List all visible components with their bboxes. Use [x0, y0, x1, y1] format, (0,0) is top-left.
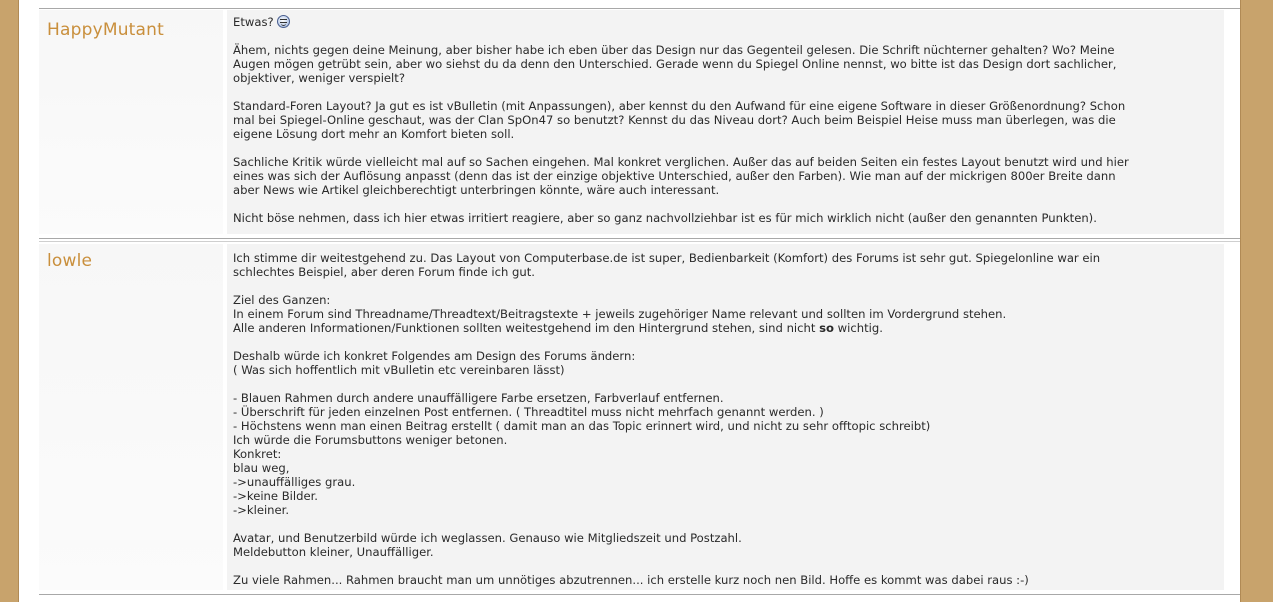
username-link[interactable]: HappyMutant: [47, 20, 165, 40]
post-message-column: [225, 10, 1224, 234]
post-bold-word: so: [819, 321, 834, 335]
forum-frame: [18, 0, 1241, 602]
post-divider: [39, 594, 1240, 595]
username-link[interactable]: lowle: [47, 251, 93, 271]
post-text: wichtig. Deshalb würde ich konkret Folgendes am Design des Forums ändern: ( Was sich hoffentlich mit vBulletin etc vereinbaren lässt) - Blauen Rahmen durch andere unauffälligere Farbe ersetzen, Farbverlauf entfernen. - Überschrift für jeden einzelnen Post entfernen. ( Threadtitel muss nicht mehrfach genannt werden. ) - Höchstens wenn man einen Beitrag erstellt ( damit man an das Topic erinnert wird, und nicht zu sehr offtopic schreibt) Ich würde die Forumsbuttons weniger betonen. Konkret: blau weg, ->unauffälliges grau. ->keine Bilder. ->kleiner. Avatar, und Benutzerbild würde ich weglassen. Genauso wie Mitgliedszeit und Postzahl. Meldebutton kleiner, Unauffälliger. Zu viele Rahmen... Rahmen braucht man um unnötiges abzutrennen... ich erstelle kurz noch nen Bild. Hoffe es kommt was dabei raus :-): [233, 321, 1029, 587]
post-happymutant: [39, 10, 1224, 234]
post-divider: [39, 8, 1240, 9]
post-user-column: [39, 244, 223, 590]
post-message: [233, 251, 1216, 587]
post-message: [233, 15, 1216, 225]
post-first-line: Etwas?: [233, 15, 274, 29]
post-divider: [39, 241, 1240, 242]
smile-icon: [277, 15, 290, 28]
post-divider: [39, 238, 1240, 239]
post-paragraph: Standard-Foren Layout? Ja gut es ist vBulletin (mit Anpassungen), aber kennst du den Aufwand für eine eigene Software in dieser Größenordnung? Schon mal bei Spiegel-Online geschaut, was der Clan SpOn47 so benutzt? Kennst du das Niveau dort? Auch beim Beispiel Heise muss man überlegen, was die eigene Lösung dort mehr an Komfort bieten soll.: [233, 99, 1126, 141]
post-message-column: [225, 244, 1224, 590]
post-lowle: [39, 244, 1224, 590]
post-paragraph: Sachliche Kritik würde vielleicht mal auf so Sachen eingehen. Mal konkret verglichen. Außer das auf beiden Seiten ein festes Layout benutzt wird und hier eines was sich der Auflösung anpasst (denn das ist der einzige objektive Unterschied, außer den Farben). Wie man auf der mickrigen 800er Breite dann aber News wie Artikel gleichberechtigt unterbringen könnte, wäre auch interessant.: [233, 155, 1129, 197]
post-paragraph: Ähem, nichts gegen deine Meinung, aber bisher habe ich eben über das Design nur das Gegenteil gelesen. Die Schrift nüchterner gehalten? Wo? Meine Augen mögen getrübt sein, aber wo siehst du da denn den Unterschied. Gerade wenn du Spiegel Online nennst, wo bitte ist das Design dort sachlicher, objektiver, weniger verspielt?: [233, 43, 1117, 85]
post-text: Ich stimme dir weitestgehend zu. Das Layout von Computerbase.de ist super, Bedienbarkeit (Komfort) des Forums ist sehr gut. Spiegelonline war ein schlechtes Beispiel, aber deren Forum finde ich gut. Ziel des Ganzen: In einem Forum sind Threadname/Threadtext/Beitragstexte + jeweils zugehöriger Name relevant und sollten im Vordergrund stehen. Alle anderen Informationen/Funktionen sollten weitestgehend im den Hintergrund stehen, sind nicht: [233, 251, 1101, 335]
post-user-column: [39, 10, 223, 234]
post-paragraph: Nicht böse nehmen, dass ich hier etwas irritiert reagiere, aber so ganz nachvollziehbar ist es für mich wirklich nicht (außer den genannten Punkten).: [233, 211, 1097, 225]
